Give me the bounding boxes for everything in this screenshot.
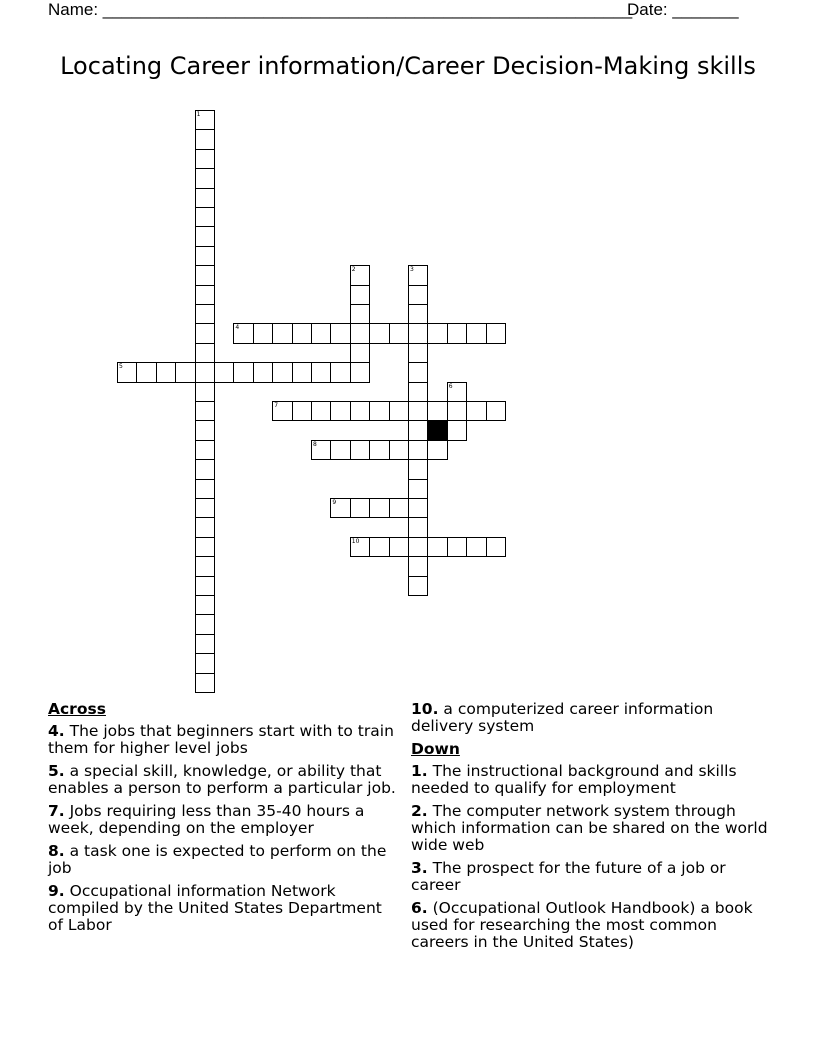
grid-cell[interactable] [408, 440, 428, 460]
clue-number-label: 7 [274, 402, 279, 409]
grid-cell[interactable] [369, 498, 389, 518]
grid-cell[interactable] [427, 323, 447, 343]
clue-across-7: 7. Jobs requiring less than 35-40 hours a week, depending on the employer [48, 802, 365, 837]
grid-cell[interactable] [389, 537, 409, 557]
grid-cell[interactable] [350, 362, 370, 382]
black-cell [427, 420, 447, 440]
grid-cell[interactable] [195, 168, 215, 188]
grid-cell[interactable] [408, 401, 428, 421]
grid-cell[interactable] [233, 362, 253, 382]
clue-number-label: 8 [313, 440, 317, 448]
grid-cell[interactable] [350, 285, 370, 305]
grid-cell[interactable] [408, 304, 428, 324]
grid-cell[interactable] [408, 362, 428, 382]
across-clues [48, 701, 398, 940]
grid-cell[interactable] [369, 323, 389, 343]
grid-cell[interactable] [195, 576, 215, 596]
grid-cell[interactable] [195, 285, 215, 305]
grid-cell[interactable] [330, 362, 350, 382]
grid-cell[interactable] [195, 479, 215, 499]
grid-cell[interactable] [350, 323, 370, 343]
grid-cell[interactable] [195, 653, 215, 673]
date-field: Date: _______ [627, 0, 739, 19]
grid-cell[interactable] [408, 343, 428, 363]
clue-across-4: 4. The jobs that beginners start with to train them for higher level jobs [48, 722, 394, 757]
grid-cell[interactable] [350, 304, 370, 324]
across-heading: Across [48, 700, 106, 718]
grid-cell[interactable] [195, 498, 215, 518]
clue-down-3: 3. The prospect for the future of a job or career [411, 859, 726, 894]
grid-cell[interactable] [195, 343, 215, 363]
grid-cell[interactable] [466, 537, 486, 557]
clue-across-10: 10. a computerized career information delivery system [411, 700, 714, 735]
grid-cell[interactable] [408, 576, 428, 596]
clue-down-1: 1. The instructional background and skills needed to qualify for employment [411, 762, 737, 797]
clue-number-label: 9 [332, 499, 337, 506]
clue-across-5: 5. a special skill, knowledge, or ability that enables a person to perform a particular job. [48, 762, 396, 797]
grid-cell[interactable] [408, 498, 428, 518]
grid-cell[interactable] [447, 537, 467, 557]
grid-cell[interactable] [136, 362, 156, 382]
grid-cell[interactable] [195, 304, 215, 324]
grid-cell[interactable] [195, 265, 215, 285]
grid-cell[interactable] [466, 401, 486, 421]
grid-cell[interactable] [330, 401, 350, 421]
grid-cell[interactable] [350, 440, 370, 460]
grid-cell[interactable] [408, 479, 428, 499]
grid-cell[interactable] [195, 459, 215, 479]
grid-cell[interactable] [350, 498, 370, 518]
grid-cell[interactable] [369, 440, 389, 460]
clue-number-label: 1 [196, 111, 201, 118]
grid-cell[interactable] [292, 323, 312, 343]
grid-cell[interactable] [311, 401, 331, 421]
grid-cell[interactable] [350, 343, 370, 363]
grid-cell[interactable] [408, 517, 428, 537]
clue-number-label: 6 [448, 382, 453, 390]
grid-cell[interactable] [408, 556, 428, 576]
right-clue-column [411, 701, 771, 957]
grid-cell[interactable] [408, 382, 428, 402]
grid-cell[interactable] [311, 323, 331, 343]
grid-cell[interactable] [195, 420, 215, 440]
grid-cell[interactable] [272, 323, 292, 343]
grid-cell[interactable] [389, 323, 409, 343]
grid-cell[interactable] [195, 323, 215, 343]
grid-cell[interactable] [195, 556, 215, 576]
grid-cell[interactable] [195, 595, 215, 615]
grid-cell[interactable] [447, 323, 467, 343]
clue-number-label: 3 [410, 266, 414, 274]
grid-cell[interactable] [330, 440, 350, 460]
grid-cell[interactable] [195, 362, 215, 382]
grid-cell[interactable] [466, 323, 486, 343]
grid-cell[interactable] [195, 207, 215, 227]
grid-cell[interactable] [156, 362, 176, 382]
grid-cell[interactable] [408, 323, 428, 343]
grid-cell[interactable] [311, 362, 331, 382]
grid-cell[interactable] [447, 420, 467, 440]
grid-cell[interactable] [369, 401, 389, 421]
clue-down-2: 2. The computer network system through which information can be shared on the world wide web [411, 802, 768, 854]
grid-cell[interactable] [195, 537, 215, 557]
page-title: Locating Career information/Career Decision-Making skills [60, 52, 756, 80]
grid-cell[interactable] [486, 401, 506, 421]
grid-cell[interactable] [195, 188, 215, 208]
grid-cell[interactable] [214, 362, 234, 382]
grid-cell[interactable] [195, 517, 215, 537]
grid-cell[interactable] [175, 362, 195, 382]
clue-number-label: 5 [119, 363, 123, 371]
grid-cell[interactable] [272, 362, 292, 382]
down-heading: Down [411, 740, 460, 758]
clue-across-8: 8. a task one is expected to perform on the job [48, 842, 387, 877]
grid-cell[interactable] [195, 440, 215, 460]
grid-cell[interactable] [292, 362, 312, 382]
grid-cell[interactable] [195, 614, 215, 634]
grid-cell[interactable] [427, 537, 447, 557]
grid-cell[interactable] [195, 226, 215, 246]
grid-cell[interactable] [389, 401, 409, 421]
grid-cell[interactable] [369, 537, 389, 557]
grid-cell[interactable] [389, 498, 409, 518]
grid-cell[interactable] [253, 362, 273, 382]
grid-cell[interactable] [292, 401, 312, 421]
grid-cell[interactable] [486, 323, 506, 343]
clue-number-label: 10 [351, 537, 360, 545]
grid-cell[interactable] [408, 459, 428, 479]
name-field: Name: ________________________________________________________ [48, 0, 633, 19]
grid-cell[interactable] [195, 673, 215, 693]
clue-down-6: 6. (Occupational Outlook Handbook) a book used for researching the most common careers in the United States) [411, 899, 753, 951]
grid-cell[interactable] [195, 634, 215, 654]
grid-cell[interactable] [408, 285, 428, 305]
grid-cell[interactable] [195, 129, 215, 149]
grid-cell[interactable] [195, 246, 215, 266]
grid-cell[interactable] [408, 537, 428, 557]
grid-cell[interactable] [427, 401, 447, 421]
clue-number-label: 4 [235, 324, 240, 332]
grid-cell[interactable] [447, 401, 467, 421]
clue-across-9: 9. Occupational information Network compiled by the United States Department of Labor [48, 882, 382, 934]
clue-number-label: 2 [351, 266, 356, 274]
grid-cell[interactable] [408, 420, 428, 440]
grid-cell[interactable] [195, 149, 215, 169]
grid-cell[interactable] [486, 537, 506, 557]
grid-cell[interactable] [195, 401, 215, 421]
grid-cell[interactable] [253, 323, 273, 343]
grid-cell[interactable] [389, 440, 409, 460]
grid-cell[interactable] [350, 401, 370, 421]
grid-cell[interactable] [427, 440, 447, 460]
grid-cell[interactable] [195, 382, 215, 402]
grid-cell[interactable] [330, 323, 350, 343]
